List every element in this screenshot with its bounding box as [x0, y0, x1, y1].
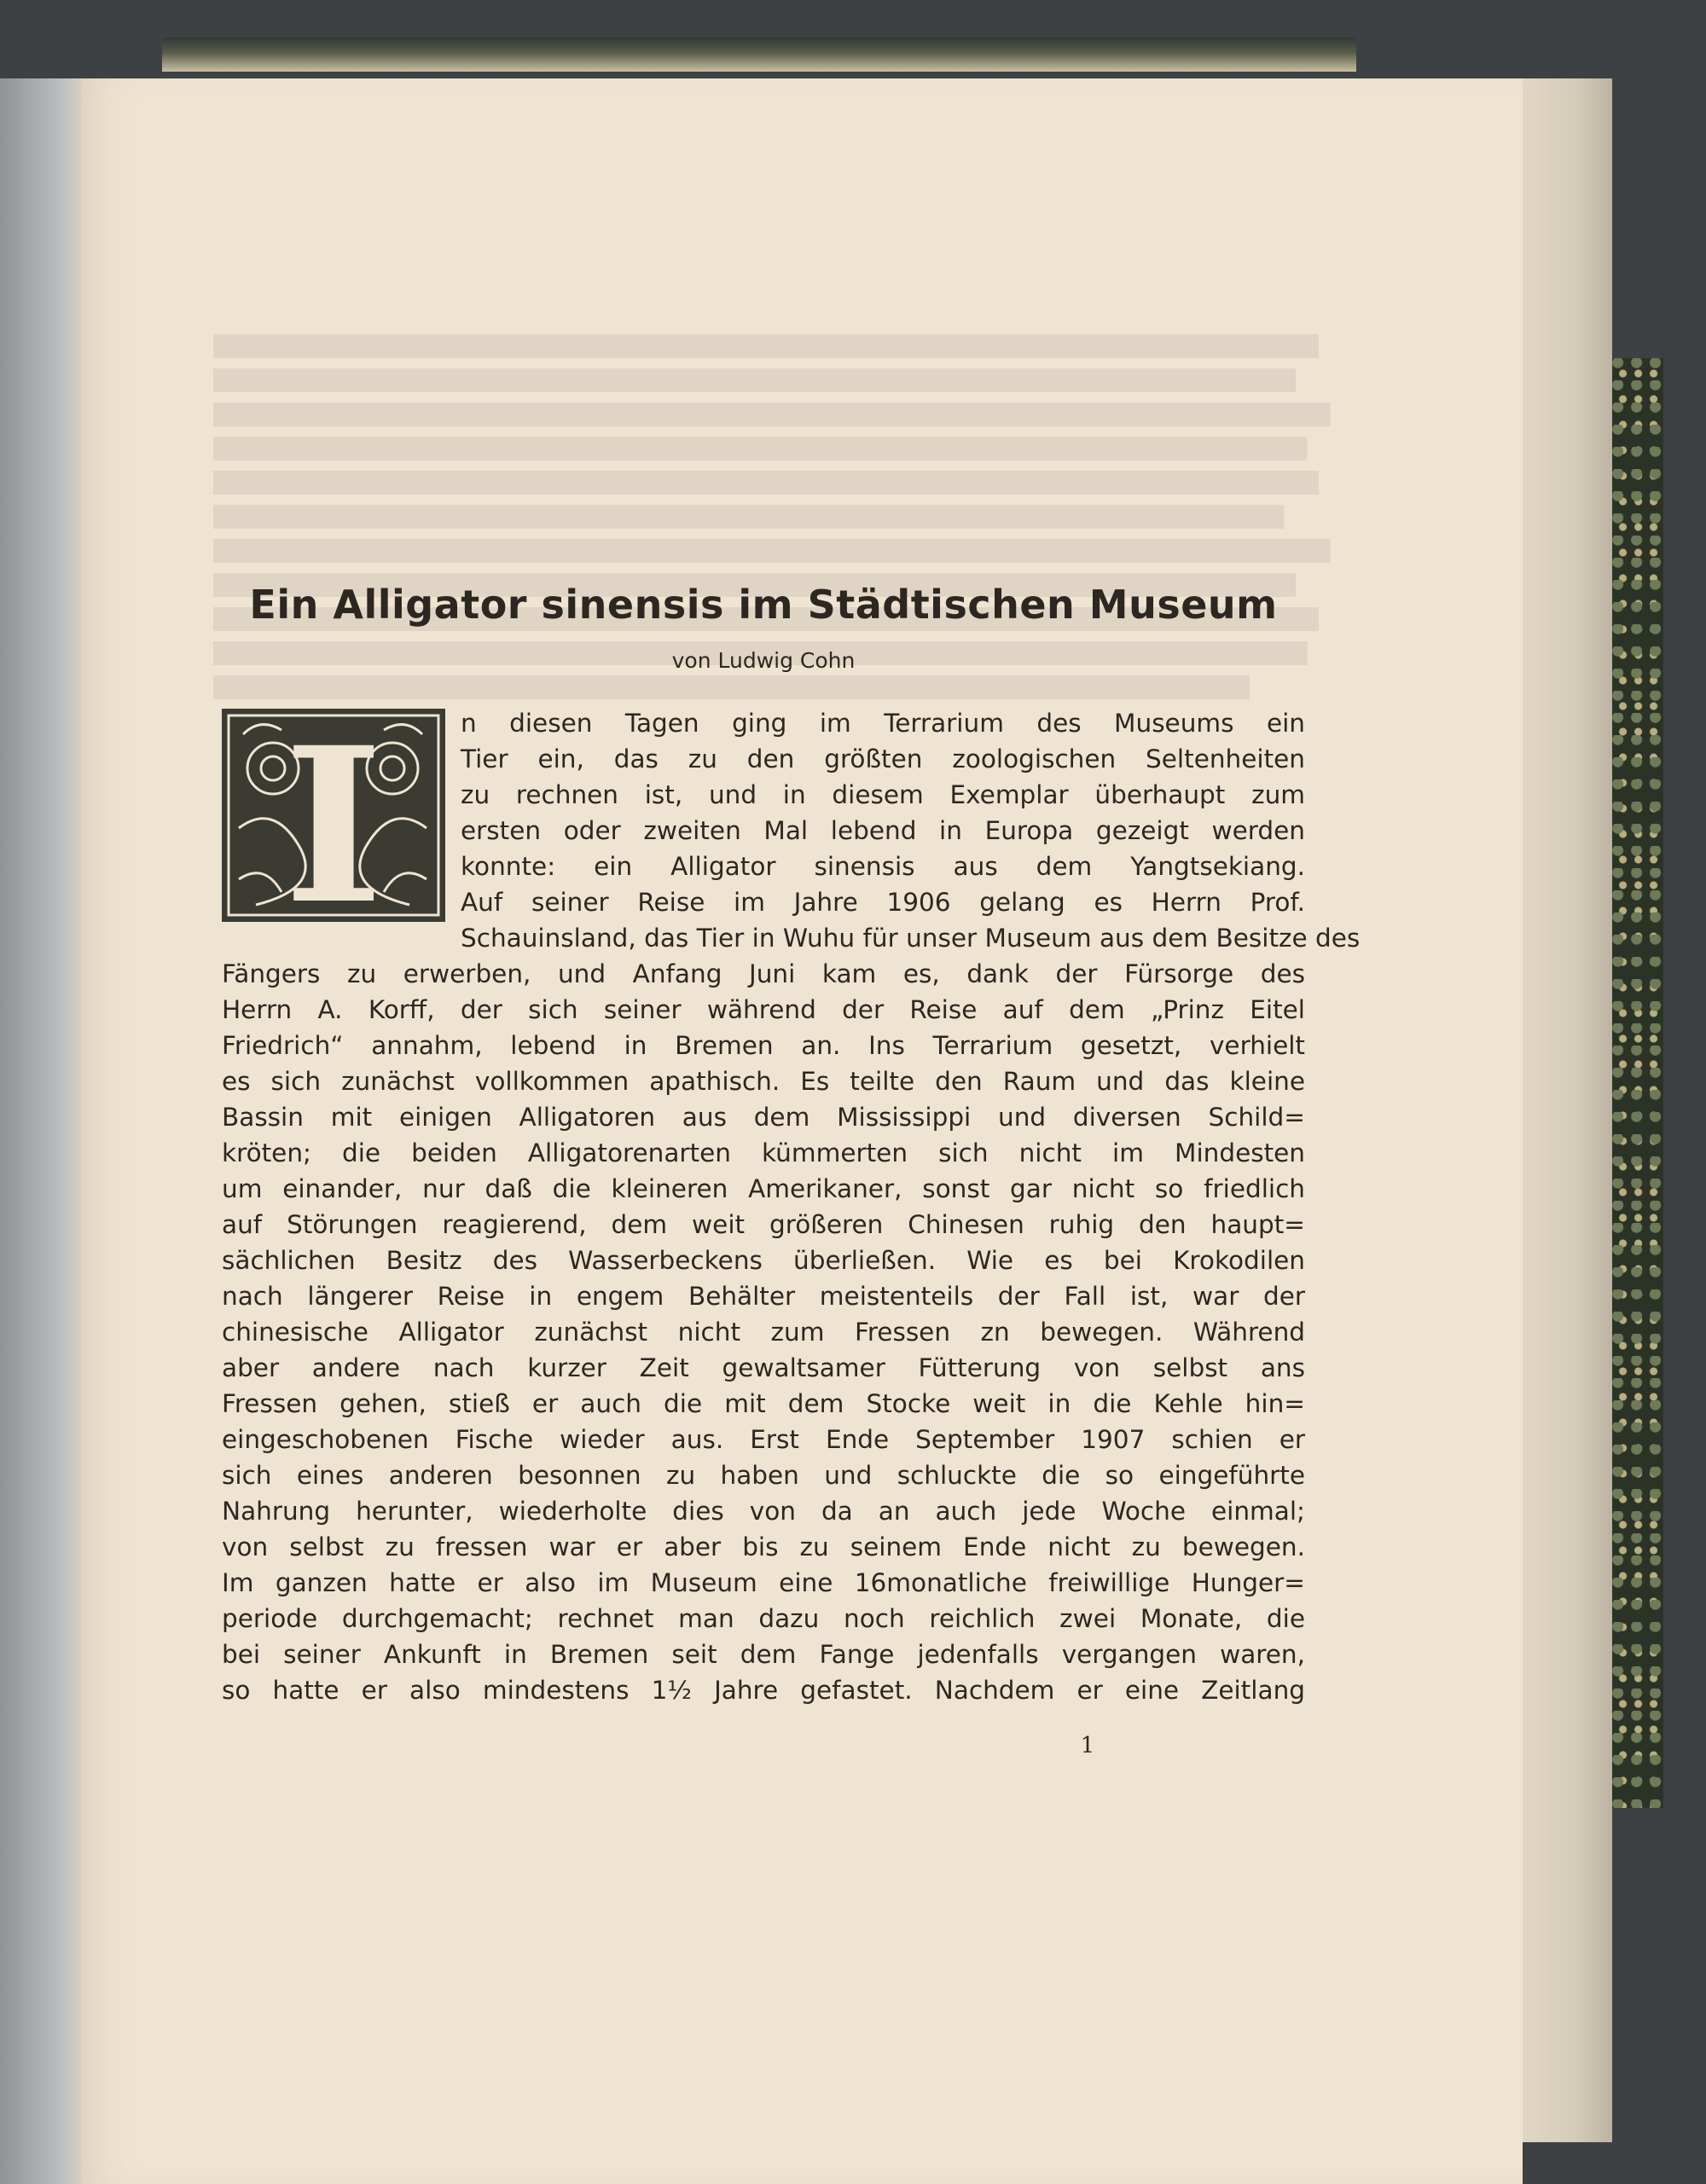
text-line: konnte: ein Alligator sinensis aus dem Yangtsekiang.: [461, 852, 1305, 881]
decorated-initial-icon: [222, 709, 445, 922]
text-line: Tier ein, das zu den größten zoologischen Seltenheiten: [461, 744, 1305, 773]
text-line: sich eines anderen besonnen zu haben und schluckte die so eingeführte: [222, 1461, 1305, 1490]
text-line: sächlichen Besitz des Wasserbeckens überließen. Wie es bei Krokodilen: [222, 1246, 1305, 1275]
text-line: Fressen gehen, stieß er auch die mit dem Stocke weit in die Kehle hin=: [222, 1389, 1305, 1418]
text-line: von selbst zu fressen war er aber bis zu seinem Ende nicht zu bewegen.: [222, 1532, 1305, 1561]
article-body: [222, 705, 1361, 1708]
text-line: nach längerer Reise in engem Behälter meistenteils der Fall ist, war der: [222, 1282, 1305, 1311]
text-line: eingeschobenen Fische wieder aus. Erst Ende September 1907 schien er: [222, 1425, 1305, 1454]
text-line: um einander, nur daß die kleineren Amerikaner, sonst gar nicht so friedlich: [222, 1174, 1305, 1203]
article-byline: von Ludwig Cohn: [671, 648, 856, 673]
text-line: es sich zunächst vollkommen apathisch. Es teilte den Raum und das kleine: [222, 1067, 1305, 1096]
text-line: chinesische Alligator zunächst nicht zum Fressen zn bewegen. Während: [222, 1318, 1305, 1347]
text-line: zu rechnen ist, und in diesem Exemplar überhaupt zum: [461, 780, 1305, 809]
page-stack-right: [1518, 78, 1612, 2142]
marbled-endpaper: [1612, 358, 1663, 1808]
text-line: Bassin mit einigen Alligatoren aus dem Mississippi und diversen Schild=: [222, 1103, 1305, 1132]
page-number: 1: [1080, 1733, 1095, 1758]
text-line: n diesen Tagen ging im Terrarium des Museums ein: [461, 709, 1305, 738]
text-line: Auf seiner Reise im Jahre 1906 gelang es Herrn Prof.: [461, 888, 1305, 917]
text-line: bei seiner Ankunft in Bremen seit dem Fange jedenfalls vergangen waren,: [222, 1640, 1305, 1669]
text-line: so hatte er also mindestens 1½ Jahre gefastet. Nachdem er eine Zeitlang: [222, 1676, 1305, 1705]
text-line: aber andere nach kurzer Zeit gewaltsamer Fütterung von selbst ans: [222, 1353, 1305, 1382]
book-cover-edge: [162, 38, 1356, 72]
text-line: Im ganzen hatte er also im Museum eine 16monatliche freiwillige Hunger=: [222, 1568, 1305, 1597]
text-line: Fängers zu erwerben, und Anfang Juni kam es, dank der Fürsorge des: [222, 959, 1305, 988]
text-line: auf Störungen reagierend, dem weit größeren Chinesen ruhig den haupt=: [222, 1210, 1305, 1239]
page-stack-left: [0, 78, 81, 2184]
text-line: Nahrung herunter, wiederholte dies von da an auch jede Woche einmal;: [222, 1497, 1305, 1526]
text-line: periode durchgemacht; rechnet man dazu noch reichlich zwei Monate, die: [222, 1604, 1305, 1633]
book-page: [81, 78, 1523, 2184]
text-line: ersten oder zweiten Mal lebend in Europa gezeigt werden: [461, 816, 1305, 845]
text-line: Friedrich“ annahm, lebend in Bremen an. Ins Terrarium gesetzt, verhielt: [222, 1031, 1305, 1060]
initial-letter: I: [283, 709, 384, 922]
article-title: Ein Alligator sinensis im Städtischen Museum: [249, 582, 1278, 628]
text-line: Schauinsland, das Tier in Wuhu für unser Museum aus dem Besitze des: [461, 924, 1361, 953]
text-line: kröten; die beiden Alligatorenarten kümmerten sich nicht im Mindesten: [222, 1138, 1305, 1167]
text-line: Herrn A. Korff, der sich seiner während der Reise auf dem „Prinz Eitel: [222, 995, 1305, 1024]
